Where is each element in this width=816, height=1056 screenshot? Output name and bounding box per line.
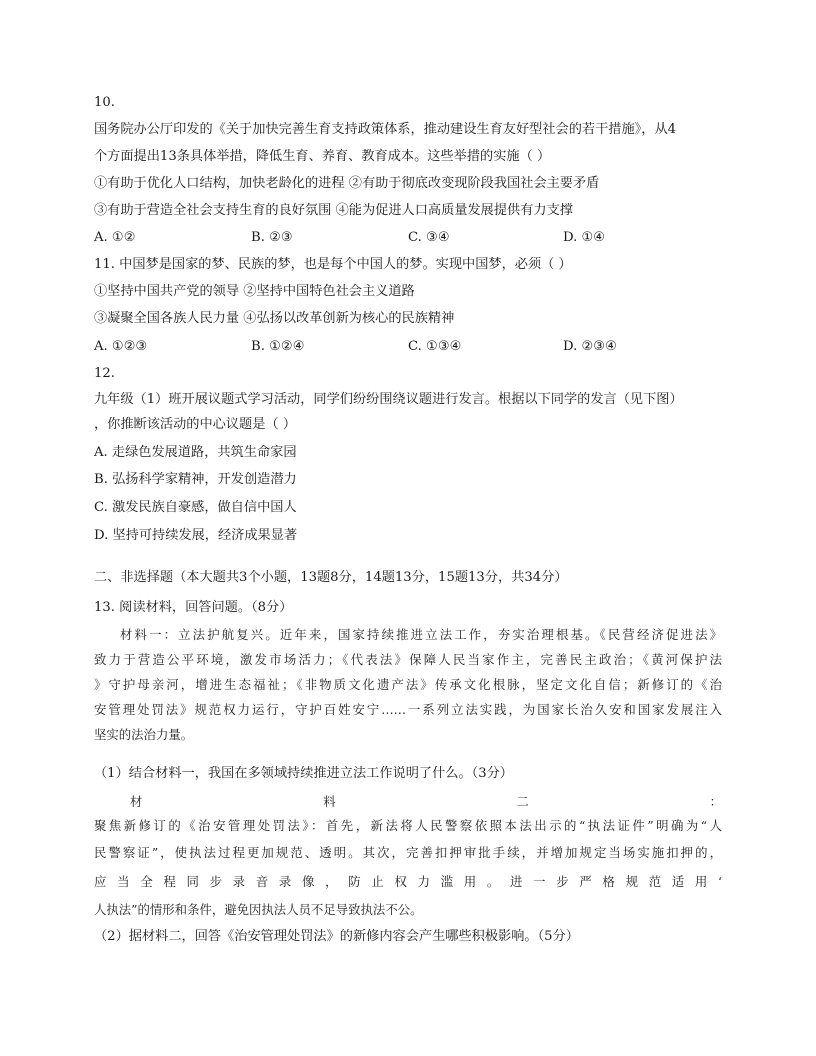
- q11-option-a[interactable]: A. ①②③: [94, 339, 148, 354]
- q13-material2-heading-char4: ：: [709, 794, 722, 809]
- section2-heading: 二、非选择题（本大题共3个小题，13题8分，14题13分，15题13分，共34分）: [94, 570, 568, 585]
- q10-option-c[interactable]: C. ③④: [408, 230, 450, 245]
- q13-material2-heading-char2: 料: [323, 794, 336, 809]
- q13-material1-line3: 》守护母亲河，增进生态福祉；《非物质文化遗产法》传承文化根脉，坚定文化自信；新修订的《治: [94, 677, 722, 692]
- q11-option-c[interactable]: C. ①③④: [408, 339, 462, 354]
- q13-material2-line3: 应当全程同步录音录像，防止权力滥用。进一步严格规范适用‘: [94, 874, 722, 889]
- q13-material1-line2: 致力于营造公平环境，激发市场活力；《代表法》保障人民当家作主，完善民主政治；《黄河保护法: [94, 652, 722, 667]
- q12-stem-line2: ，你推断该活动的中心议题是（ ）: [94, 417, 297, 432]
- q11-option-b[interactable]: B. ①②④: [251, 339, 305, 354]
- q12-option-c[interactable]: C. 激发民族自豪感，做自信中国人: [94, 500, 297, 515]
- q10-statement-line2: ③有助于营造全社会支持生育的良好氛围 ④能为促进人口高质量发展提供有力支撑: [94, 203, 573, 218]
- q11-statement-line1: ①坚持中国共产党的领导 ②坚持中国特色社会主义道路: [94, 284, 415, 299]
- q10-option-a[interactable]: A. ①②: [94, 230, 136, 245]
- q13-material2-heading-char1: 材: [130, 794, 143, 809]
- q13-material1: [94, 626, 722, 744]
- q13-material1-line5: 坚实的法治力量。: [94, 727, 194, 742]
- q13-subquestion2: （2）据材料二，回答《治安管理处罚法》的新修内容会产生哪些积极影响。（5分）: [94, 929, 579, 944]
- q13-material2-line4: 人执法”的情形和条件，避免因执法人员不足导致执法不公。: [94, 902, 423, 917]
- q11-option-d[interactable]: D. ②③④: [563, 339, 617, 354]
- q10-option-d[interactable]: D. ①④: [563, 230, 606, 245]
- q10-statement-line1: ①有助于优化人口结构，加快老龄化的进程 ②有助于彻底改变现阶段我国社会主要矛盾: [94, 176, 600, 191]
- q13-material2-heading: [94, 793, 722, 811]
- q12-option-a[interactable]: A. 走绿色发展道路，共筑生命家园: [94, 445, 297, 460]
- q11-stem: 11. 中国梦是国家的梦、民族的梦，也是每个中国人的梦。实现中国梦，必须（ ）: [94, 257, 572, 272]
- q10-option-b[interactable]: B. ②③: [251, 230, 293, 245]
- q13-material2: [94, 793, 722, 919]
- q13-material2-line1: 聚焦新修订的《治安管理处罚法》：首先，新法将人民警察依照本法出示的“执法证件”明确为“人: [94, 818, 722, 833]
- q13-material1-line4: 安管理处罚法》规范权力运行，守护百姓安宁……一系列立法实践，为国家长治久安和国家发展注入: [94, 702, 722, 717]
- q12-stem-line1: 九年级（1）班开展议题式学习活动，同学们纷纷围绕议题进行发言。根据以下同学的发言（见下图）: [94, 392, 683, 407]
- q13-material2-heading-char3: 二: [516, 794, 529, 809]
- q10-number: 10.: [94, 95, 115, 110]
- q12-option-d[interactable]: D. 坚持可持续发展，经济成果显著: [94, 528, 298, 543]
- q13-stem: 13. 阅读材料，回答问题。（8分）: [94, 600, 293, 615]
- q10-stem-line1: 国务院办公厅印发的《关于加快完善生育支持政策体系，推动建设生育友好型社会的若干措施》，从4: [94, 122, 677, 137]
- q13-material2-line2: 民警察证”，使执法过程更加规范、透明。其次，完善扣押审批手续，并增加规定当场实施扣押的，: [94, 845, 722, 860]
- q13-subquestion1: （1）结合材料一，我国在多领域持续推进立法工作说明了什么。（3分）: [94, 766, 513, 781]
- q12-number: 12.: [94, 366, 115, 381]
- q10-stem-line2: 个方面提出13条具体举措，降低生育、养育、教育成本。这些举措的实施（ ）: [94, 149, 551, 164]
- q11-statement-line2: ③凝聚全国各族人民力量 ④弘扬以改革创新为核心的民族精神: [94, 311, 455, 326]
- q12-option-b[interactable]: B. 弘扬科学家精神，开发创造潜力: [94, 472, 297, 487]
- q13-material1-line1: 材料一：立法护航复兴。近年来，国家持续推进立法工作，夯实治理根基。《民营经济促进法》: [120, 627, 722, 642]
